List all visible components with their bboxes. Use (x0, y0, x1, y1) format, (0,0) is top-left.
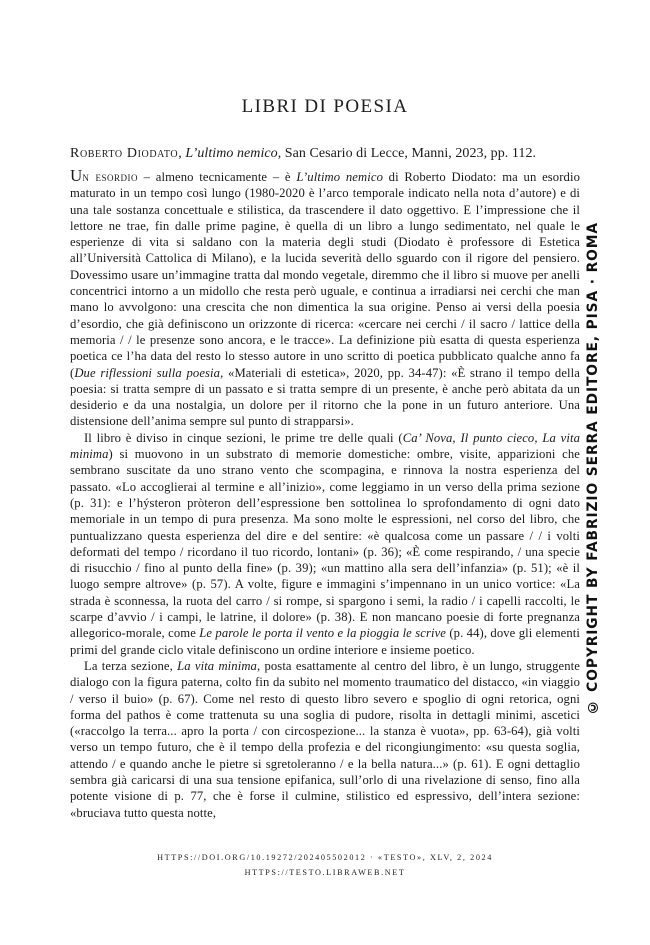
paragraph-1: Un esordio – almeno tecnicamente – è L’ultimo nemico di Roberto Diodato: ma un esordio maturato in un tempo così lungo (1980-2020 è l’arco temporale indicato nella nota d’autore) e di una tale sostanza concettuale e stilistica, da trascendere il dato oggettivo. E l’impressione che il lettore ne trae, fin dalle prime pagine, è quella di un libro a lungo sedimentato, nel quale le esperienze di vita si saldano con la materia degli studi (Diodato è professore di Estetica all’Università Cattolica di Milano), e la lucida severità dello sguardo con il rigore del pensiero. Dovessimo usare un’immagine tratta dal mondo vegetale, diremmo che il libro si muove per anelli concentrici intorno a un midollo che resta però uguale, e continua a irradiarsi nei cerchi che man mano lo avvolgono: una crescita che non dimentica la sua origine. Penso ai versi della poesia d’esordio, che già definiscono un orizzonte di ricerca: «cercare nei cerchi / il sacro / lattice della memoria / / le presenze sono ancora, e le tracce». La definizione più esatta di questa esperienza poetica ce l’ha data del resto lo stesso autore in uno scritto di poetica pubblicato qualche anno fa (Due riflessioni sulla poesia, «Materiali di estetica», 2020, pp. 34-47): «È strano il tempo della poesia: si tratta sempre di un passato e si tratta sempre di un presente, è anche però abitata da un desiderio e da una nostalgia, un dolore per il ritorno che la pone in un futuro anteriore. Una distensione dell’anima sempre sul punto di strapparsi». (70, 166, 580, 429)
essay-title-ref: Due riflessioni sulla poesia (74, 365, 221, 380)
poem-title-ref: Le parole le porta il vento e la pioggia le scrive (199, 626, 447, 641)
book-reference: Roberto Diodato, L’ultimo nemico, San Cesario di Lecce, Manni, 2023, pp. 112. (70, 146, 537, 161)
book-title-ref: L’ultimo nemico (296, 170, 383, 184)
paragraph-2: Il libro è diviso in cinque sezioni, le prime tre delle quali (Ca’ Nova, Il punto cieco, La vita minima) si muovono in un substrato di memorie domestiche: ombre, visite, apparizioni che sembrano suscitate da uno strano vento che scompagina, e rinnova la nostra esperienza del passato. «Lo accoglierai al termine e all’inizio», come leggiamo in un verso della prima sezione (p. 31): e l’hýsteron pròteron dell’espressione ben sottolinea lo sprofondamento di ogni dato memoriale in un tempo di pura presenza. Ma sono molte le espressioni, nel corso del libro, che puntualizzano questa esperienza del dire e del sentire: «è qualcosa come un passare / / i volti deformati del tempo / ricordano il tuo ricordo, lontani» (p. 36); «È come respirando, / una specie di risucchio / fino al punto della fine» (p. 39); «un mattino alla sera dell’infanzia» (p. 51); «è il luogo sempre altrove» (p. 57). A volte, figure e immagini s’impennano in un unico vortice: «La strada è sconnessa, la ruota del carro / si rompe, si spargono i semi, la radio / i capelli raccolti, le scarpe d’avvio / i campi, le latrine, il dolore» (p. 38). E non mancano poesie di forte pregnanza allegorico-morale, come Le parole le porta il vento e la pioggia le scrive (p. 44), dove gli elementi primi del grande ciclo vitale definiscono un ordine interiore e insieme poetico. (70, 430, 581, 657)
section-title: LIBRI DI POESIA (241, 96, 409, 117)
paragraph-3: La terza sezione, La vita minima, posta esattamente al centro del libro, è un lungo, struggente dialogo con la figura paterna, colto fin da subito nel momento traumatico del distacco, «in viaggio / verso il buio» (p. 67). Come nel resto di questo libro severo e spoglio di ogni retorica, ogni forma del pathos è come trattenuta su una soglia di pudore, risolta in dettagli minimi, ascetici («raccolgo la terra... apro la porta / con circospezione... la stanza è vuota», pp. 63-64), già volti verso un tempo futuro, che è il tempo della profezia e del ricongiungimento: «su questa soglia, attendo / e quando anche le pietre si sgretoleranno / e la bella natura...» (p. 61). E ogni dettaglio sembra già caricarsi di una sua tensione epifanica, sull’orlo di una rivelazione di senso, fino alla potente visione di p. 77, che è forse il culmine, stilistico ed espressivo, dell’intera sezione: «bruciava tutto questa notte, (70, 658, 581, 820)
book-details: , San Cesario di Lecce, Manni, 2023, pp. 112. (277, 146, 537, 161)
review-body (70, 168, 580, 821)
third-section-title-ref: La vita minima (177, 658, 257, 673)
book-author: Roberto Diodato (70, 146, 179, 161)
section-titles-ref: Ca’ Nova, Il punto cieco, La vita minima (70, 430, 580, 462)
copyright-text: © COPYRIGHT BY FABRIZIO SERRA EDITORE, PISA · ROMA (585, 221, 601, 715)
footer-doi: HTTPS://DOI.ORG/10.19272/202405502012 · «TESTO», XLV, 2, 2024 (157, 853, 493, 862)
lead-in: n esordio (82, 170, 138, 184)
drop-cap: U (70, 166, 83, 185)
book-title: L’ultimo nemico (185, 146, 278, 161)
footer-url: HTTPS://TESTO.LIBRAWEB.NET (244, 868, 406, 877)
copyright-notice (583, 221, 603, 715)
